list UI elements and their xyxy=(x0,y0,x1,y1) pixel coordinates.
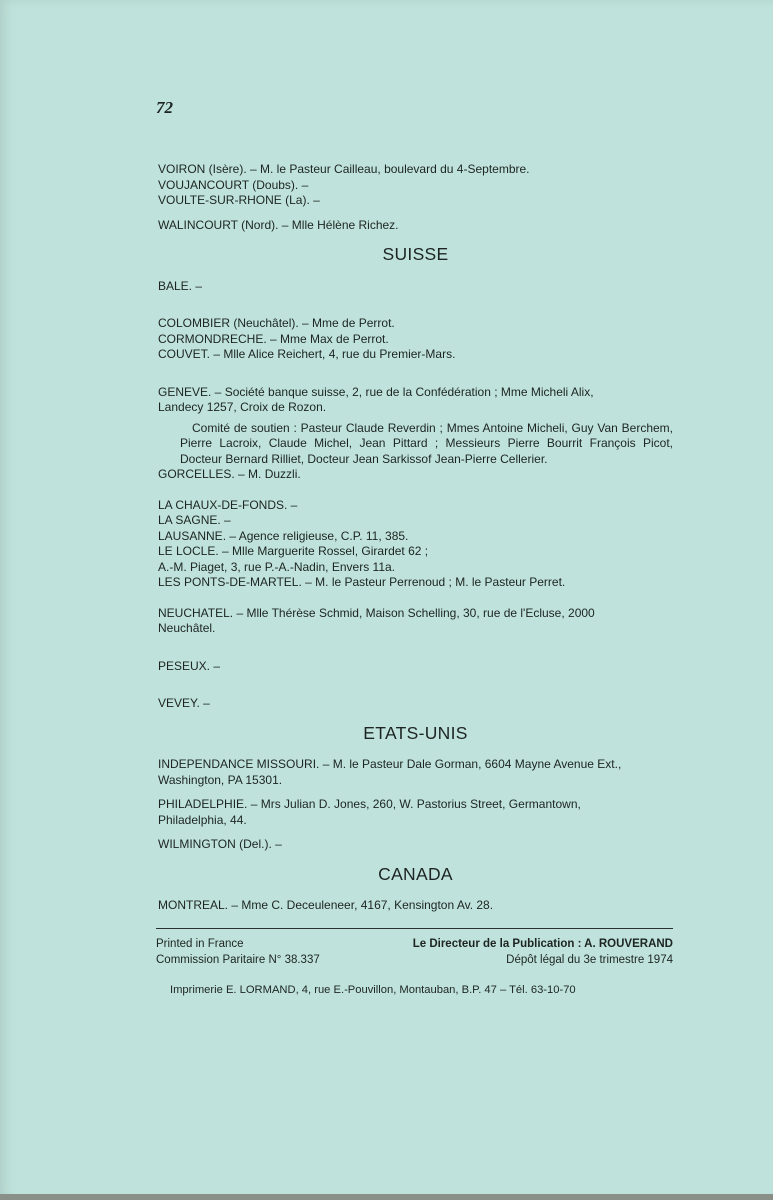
page-bottom-edge xyxy=(0,1194,773,1200)
entry-philadelphie-line2: Philadelphia, 44. xyxy=(158,812,247,827)
commission-paritaire: Commission Paritaire N° 38.337 xyxy=(156,954,320,966)
footer xyxy=(156,936,673,968)
entry-geneve-line2: Landecy 1257, Croix de Rozon. xyxy=(158,400,327,414)
entry-colombier: COLOMBIER (Neuchâtel). – Mme de Perrot. xyxy=(158,316,395,330)
section-title-canada: CANADA xyxy=(378,863,453,884)
imprimerie-line: Imprimerie E. LORMAND, 4, rue E.-Pouvillon, Montauban, B.P. 47 – Tél. 63-10-70 xyxy=(170,984,576,996)
footer-divider xyxy=(156,928,673,929)
depot-legal: Dépôt légal du 3e trimestre 1974 xyxy=(506,954,673,966)
page-content xyxy=(158,162,673,914)
entry-locle-line1: LE LOCLE. – Mlle Marguerite Rossel, Girardet 62 ; xyxy=(158,544,429,558)
entry-voulte: VOULTE-SUR-RHONE (La). – xyxy=(158,193,320,207)
comite-de-soutien: Comité de soutien : Pasteur Claude Reverdin ; Mmes Antoine Micheli, Guy Van Berchem, Pierre Lacroix, Claude Michel, Jean Pittard ; Messieurs Pierre Bourrit François Picot, Docteur Bernard Rilliet, Docteur Jean Sarkissof Jean-Pierre Cellerier. xyxy=(180,420,673,466)
entry-sagne: LA SAGNE. – xyxy=(158,513,231,527)
entry-geneve xyxy=(158,385,673,468)
entry-locle-line2: A.-M. Piaget, 3, rue P.-A.-Nadin, Envers 11a. xyxy=(158,559,395,574)
entry-gorcelles: GORCELLES. – M. Duzzli. xyxy=(158,467,301,481)
entry-geneve-line1: GENEVE. – Société banque suisse, 2, rue de la Confédération ; Mme Micheli Alix, xyxy=(158,384,594,399)
entry-voujancourt: VOUJANCOURT (Doubs). – xyxy=(158,177,309,192)
printed-in: Printed in France xyxy=(156,938,244,950)
entry-walincourt: WALINCOURT (Nord). – Mlle Hélène Richez. xyxy=(158,217,399,232)
entry-wilmington: WILMINGTON (Del.). – xyxy=(158,837,282,851)
entry-cormondreche: CORMONDRECHE. – Mme Max de Perrot. xyxy=(158,331,389,346)
entry-neuchatel-line1: NEUCHATEL. – Mlle Thérèse Schmid, Maison Schelling, 30, rue de l'Ecluse, 2000 xyxy=(158,605,595,620)
entry-vevey: VEVEY. – xyxy=(158,696,210,710)
entry-philadelphie-line1: PHILADELPHIE. – Mrs Julian D. Jones, 260, W. Pastorius Street, Germantown, xyxy=(158,797,581,811)
section-title-suisse: SUISSE xyxy=(382,244,449,264)
section-title-etats-unis: ETATS-UNIS xyxy=(363,722,468,743)
entry-montreal: MONTREAL. – Mme C. Deceuleneer, 4167, Kensington Av. 28. xyxy=(158,898,494,912)
entry-independance-line1: INDEPENDANCE MISSOURI. – M. le Pasteur Dale Gorman, 6604 Mayne Avenue Ext., xyxy=(158,757,622,771)
entry-chaux-de-fonds: LA CHAUX-DE-FONDS. – xyxy=(158,497,298,512)
entry-lausanne: LAUSANNE. – Agence religieuse, C.P. 11, 385. xyxy=(158,528,409,543)
entry-bale: BALE. – xyxy=(158,278,203,293)
directeur-publication: Le Directeur de la Publication : A. ROUVERAND xyxy=(412,938,673,950)
entry-peseux: PESEUX. – xyxy=(158,658,221,673)
entry-ponts-de-martel: LES PONTS-DE-MARTEL. – M. le Pasteur Perrenoud ; M. le Pasteur Perret. xyxy=(158,575,566,589)
entry-neuchatel-line2: Neuchâtel. xyxy=(158,621,216,635)
page-number: 72 xyxy=(156,98,173,117)
entry-couvet: COUVET. – Mlle Alice Reichert, 4, rue du Premier-Mars. xyxy=(158,347,456,361)
entry-voiron: VOIRON (Isère). – M. le Pasteur Cailleau, boulevard du 4-Septembre. xyxy=(158,162,530,176)
entry-independance-line2: Washington, PA 15301. xyxy=(158,772,283,787)
